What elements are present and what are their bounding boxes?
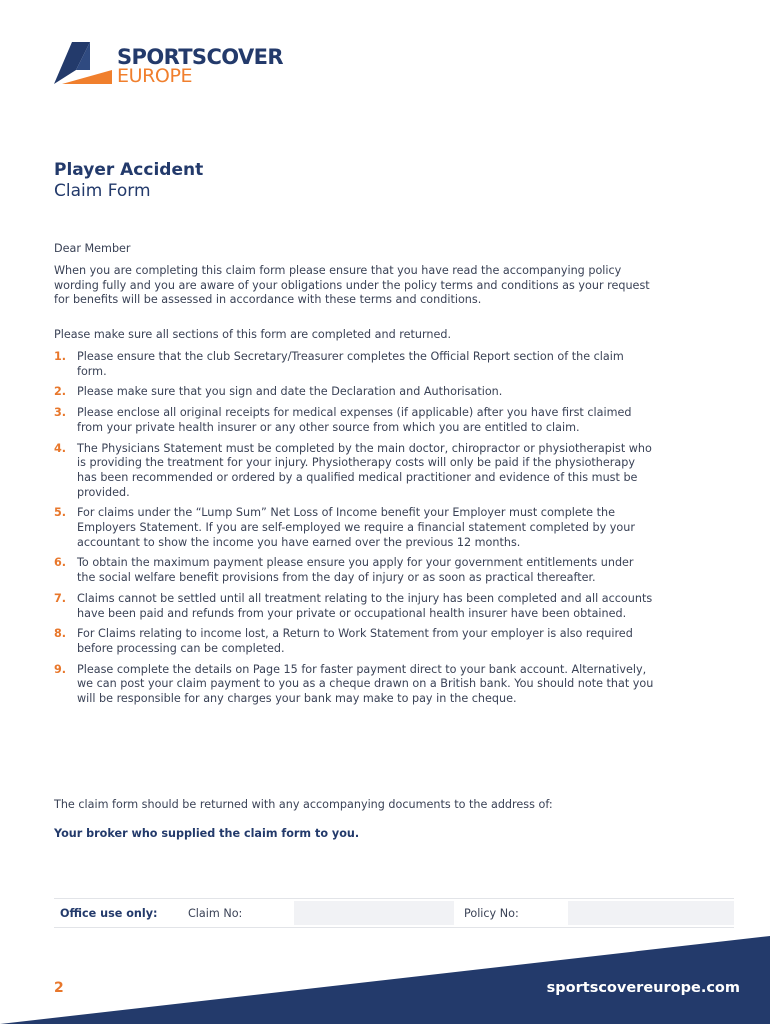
list-text: Please complete the details on Page 15 for faster payment direct to your bank account. Alternatively, we can post your claim payment to you as a cheque drawn on a British bank. You should note that you will be responsible for any charges your bank may make to pay in the cheque. (77, 662, 654, 706)
list-item (54, 506, 654, 550)
list-text: For Claims relating to income lost, a Return to Work Statement from your employer is also required before processing can be completed. (77, 627, 633, 655)
policy-no-label: Policy No: (464, 907, 519, 920)
list-item (54, 556, 654, 585)
broker-note: Your broker who supplied the claim form to you. (54, 827, 360, 840)
list-item (54, 627, 654, 656)
intro-paragraph: When you are completing this claim form please ensure that you have read the accompanying policy wording fully and you are aware of your obligations under the policy terms and conditions as your request for benefits will be assessed in accordance with these terms and conditions. (54, 264, 650, 307)
list-number: 1. (54, 350, 67, 363)
list-text: Please ensure that the club Secretary/Treasurer completes the Official Report section of the claim form. (77, 350, 624, 378)
website-link[interactable]: sportscovereurope.com (546, 980, 740, 996)
list-number: 8. (54, 627, 67, 641)
list-number: 3. (54, 406, 67, 420)
return-note: The claim form should be returned with any accompanying documents to the address of: (54, 798, 553, 811)
policy-no-field[interactable] (568, 901, 734, 925)
list-text: To obtain the maximum payment please ensure you apply for your government entitlements under the social welfare benefit provisions from the day of injury or as soon as practical thereafter. (77, 556, 634, 585)
list-text: Please make sure that you sign and date the Declaration and Authorisation. (77, 385, 503, 399)
brand-region: EUROPE (117, 65, 193, 87)
list-item (54, 406, 654, 435)
list-text: Claims cannot be settled until all treatment relating to the injury has been completed and all accounts have been paid and refunds from your private or occupational health insurer have been obtained. (77, 591, 653, 620)
list-number: 5. (54, 506, 67, 520)
list-item (54, 385, 654, 400)
office-use-box (54, 898, 734, 928)
greeting: Dear Member (54, 242, 131, 255)
list-item (54, 442, 654, 501)
list-number: 7. (54, 591, 67, 605)
list-text: Please enclose all original receipts for medical expenses (if applicable) after you have first claimed from your private health insurer or any other source from which you are entitled to claim. (77, 406, 632, 434)
brand-name: SPORTSCOVER (117, 45, 283, 69)
instruction-paragraph: Please make sure all sections of this form are completed and returned. (54, 328, 452, 341)
list-number: 6. (54, 556, 67, 570)
logo-mark-icon (54, 40, 114, 86)
footer-band (0, 930, 770, 1024)
list-number: 2. (54, 385, 67, 399)
page-title: Player Accident (54, 160, 204, 180)
list-number: 4. (54, 441, 67, 455)
claim-no-label: Claim No: (188, 907, 243, 920)
list-item (54, 350, 654, 379)
office-use-label: Office use only: (60, 907, 158, 920)
claim-no-field[interactable] (294, 901, 454, 925)
page-number: 2 (54, 980, 64, 996)
page-subtitle: Claim Form (54, 181, 151, 201)
list-text: The Physicians Statement must be completed by the main doctor, chiropractor or physiotherapist who is providing the treatment for your injury. Physiotherapy costs will only be paid if the physiotherapy has been recommended or ordered by a qualified medical practitioner and evidence of this must be provided. (77, 441, 652, 499)
list-item (54, 663, 654, 707)
brand-logo (54, 40, 314, 90)
list-item (54, 592, 654, 621)
list-number: 9. (54, 662, 67, 676)
instructions-list (54, 350, 654, 713)
list-text: For claims under the “Lump Sum” Net Loss of Income benefit your Employer must complete the Employers Statement. If you are self-employed we require a financial statement completed by your accountant to show the income you have earned over the previous 12 months. (77, 506, 635, 549)
